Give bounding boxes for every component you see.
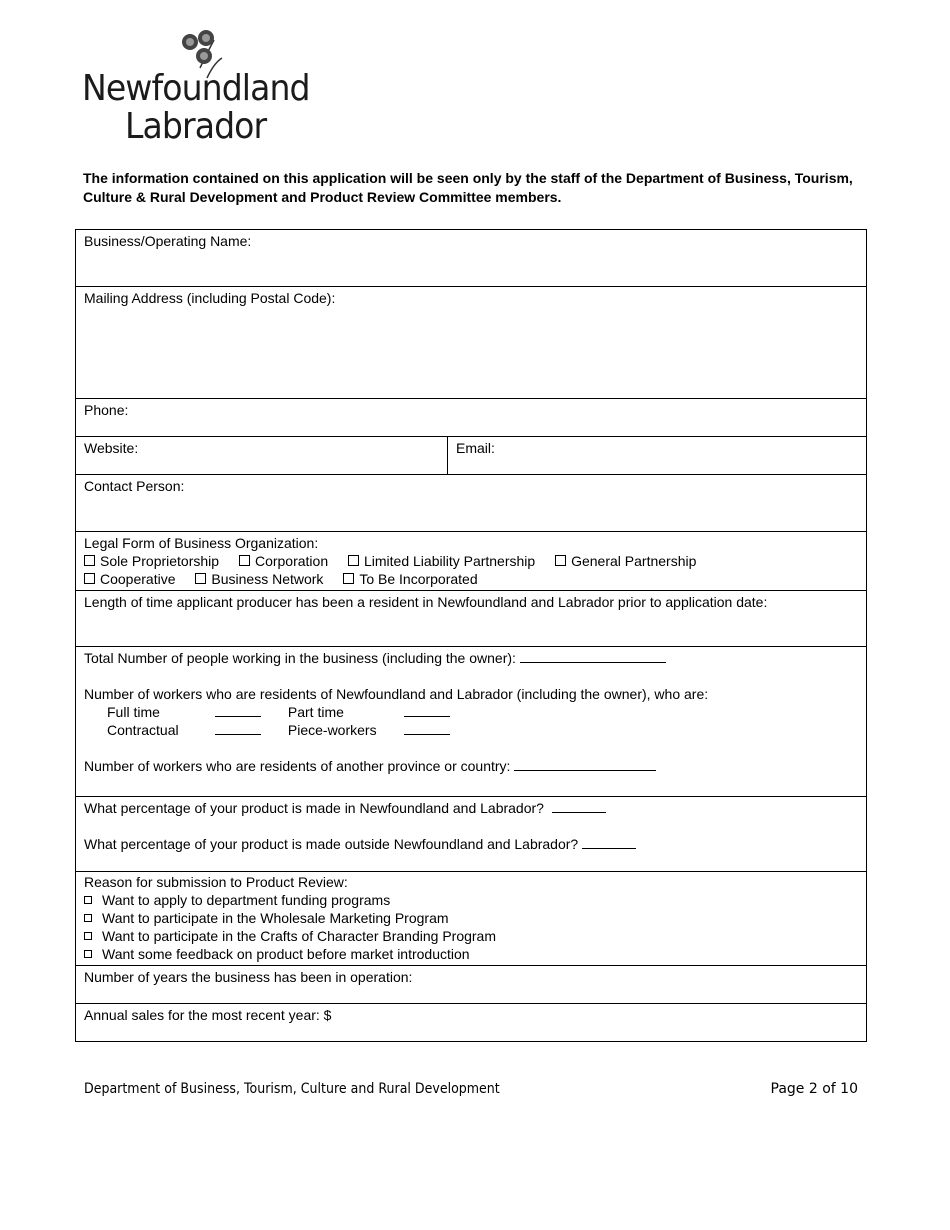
percent-in-field[interactable]: What percentage of your product is made in Newfoundland and Labrador? — [84, 799, 858, 817]
full-time-input[interactable] — [215, 704, 261, 717]
email-field[interactable]: Email: — [448, 437, 867, 475]
phone-field[interactable]: Phone: — [76, 399, 867, 437]
checkbox-icon — [343, 573, 354, 584]
percent-out-field[interactable]: What percentage of your product is made outside Newfoundland and Labrador? — [84, 835, 858, 853]
checkbox-icon — [84, 932, 92, 940]
reason-option-funding[interactable]: Want to apply to department funding programs — [84, 891, 858, 909]
reason-option-wholesale[interactable]: Want to participate in the Wholesale Marketing Program — [84, 909, 858, 927]
intro-notice: The information contained on this application will be seen only by the staff of the Department of Business, Tourism, Culture & Rural Development and Product Review Committee members. — [83, 170, 853, 205]
option-llp[interactable]: Limited Liability Partnership — [348, 553, 535, 569]
checkbox-icon — [84, 896, 92, 904]
checkbox-icon — [84, 555, 95, 566]
checkbox-icon — [84, 573, 95, 584]
part-time-input[interactable] — [404, 704, 450, 717]
checkbox-icon — [239, 555, 250, 566]
total-workers-field[interactable]: Total Number of people working in the business (including the owner): — [84, 649, 858, 667]
option-business-network[interactable]: Business Network — [195, 571, 323, 587]
checkbox-icon — [555, 555, 566, 566]
legal-form-label: Legal Form of Business Organization: — [84, 535, 319, 551]
checkbox-icon — [84, 914, 92, 922]
checkbox-icon — [195, 573, 206, 584]
business-name-field[interactable]: Business/Operating Name: — [76, 230, 867, 287]
option-sole-proprietorship[interactable]: Sole Proprietorship — [84, 553, 219, 569]
full-time-label: Full time — [107, 704, 160, 720]
footer-department: Department of Business, Tourism, Culture and Rural Development — [84, 1081, 500, 1097]
mailing-address-field[interactable]: Mailing Address (including Postal Code): — [76, 287, 867, 399]
residency-field[interactable]: Length of time applicant producer has been a resident in Newfoundland and Labrador prior to application date: — [76, 591, 867, 647]
reason-section — [76, 872, 867, 966]
legal-form-section — [76, 532, 867, 591]
logo — [82, 28, 322, 148]
checkbox-icon — [84, 950, 92, 958]
option-general-partnership[interactable]: General Partnership — [555, 553, 696, 569]
years-operation-field[interactable]: Number of years the business has been in operation: — [76, 966, 867, 1004]
annual-sales-field[interactable]: Annual sales for the most recent year: $ — [76, 1004, 867, 1042]
contractual-input[interactable] — [215, 722, 261, 735]
footer-page-number: Page 2 of 10 — [770, 1081, 858, 1097]
contractual-label: Contractual — [107, 722, 179, 738]
piece-workers-label: Piece-workers — [287, 722, 377, 738]
option-to-be-incorporated[interactable]: To Be Incorporated — [343, 571, 477, 587]
reason-label: Reason for submission to Product Review: — [84, 874, 348, 890]
legal-form-row2 — [84, 570, 858, 588]
option-cooperative[interactable]: Cooperative — [84, 571, 176, 587]
workers-section — [76, 647, 867, 797]
percentage-section — [76, 797, 867, 872]
reason-option-feedback[interactable]: Want some feedback on product before market introduction — [84, 945, 858, 963]
website-field[interactable]: Website: — [76, 437, 448, 475]
option-corporation[interactable]: Corporation — [239, 553, 328, 569]
logo-text-line1: Newfoundland — [82, 68, 310, 109]
resident-workers-label: Number of workers who are residents of Newfoundland and Labrador (including the owner), who are: — [84, 686, 709, 702]
part-time-label: Part time — [287, 704, 344, 720]
reason-option-crafts[interactable]: Want to participate in the Crafts of Character Branding Program — [84, 927, 858, 945]
piece-workers-input[interactable] — [404, 722, 450, 735]
checkbox-icon — [348, 555, 359, 566]
legal-form-row1 — [84, 552, 858, 570]
contact-person-field[interactable]: Contact Person: — [76, 475, 867, 532]
logo-text-line2: Labrador — [125, 106, 267, 147]
other-workers-field[interactable]: Number of workers who are residents of another province or country: — [84, 757, 858, 775]
application-form — [75, 229, 867, 1042]
